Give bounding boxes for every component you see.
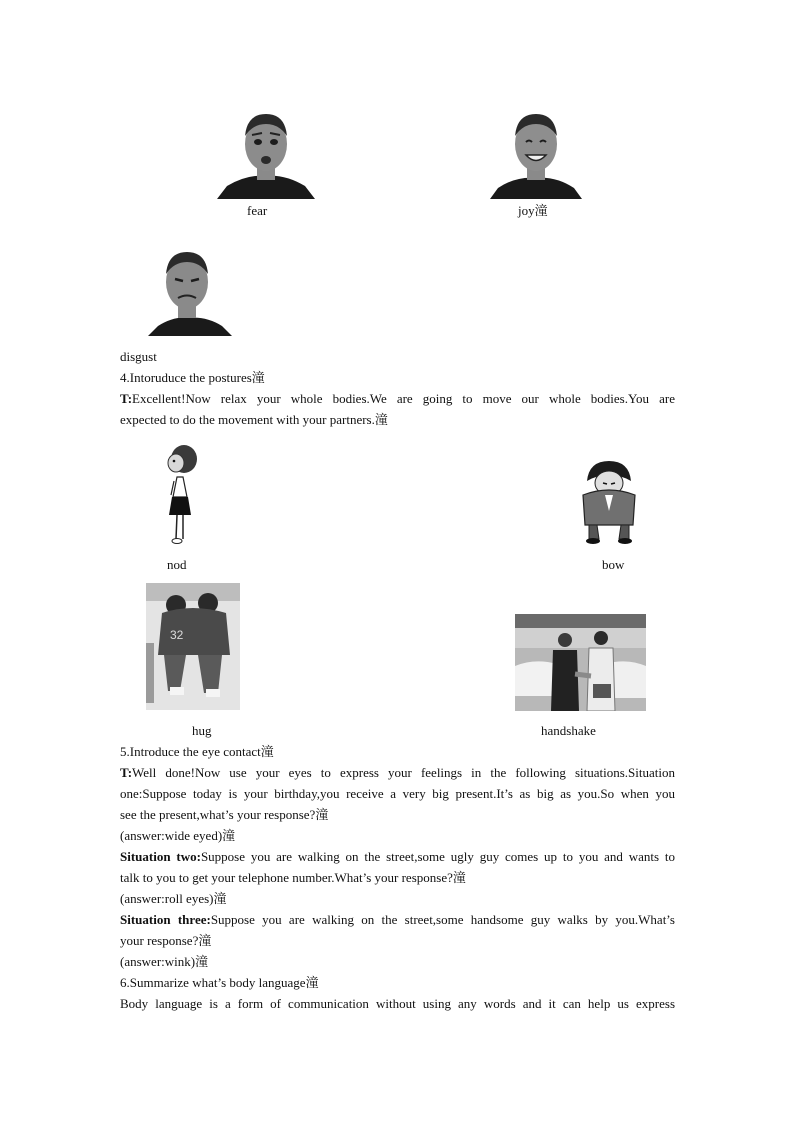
section5-text-line3: see the present,what’s your response?: [120, 807, 316, 822]
situation3-line1: [120, 909, 675, 930]
bow-label: bow: [602, 557, 625, 572]
mark-glyph: 潼: [374, 412, 388, 427]
mark-glyph: 潼: [452, 870, 466, 885]
mark-glyph: 潼: [195, 954, 209, 969]
situation2-text-line2: talk to you to get your telephone number.What’s your response?: [120, 870, 453, 885]
nod-caption: [167, 557, 187, 573]
teacher-label: T:: [120, 391, 133, 406]
situation3-text-line2: your response?: [120, 933, 199, 948]
joy-face-photo: [490, 106, 582, 199]
section4-heading: [120, 367, 675, 388]
answer3: [120, 951, 675, 972]
section5-heading-text: 5.Introduce the eye contact: [120, 744, 261, 759]
fear-face-photo: [217, 106, 315, 199]
disgust-caption: [120, 349, 157, 365]
answer1: [120, 825, 675, 846]
teacher-label: T:: [120, 765, 133, 780]
situation3-label: Situation three:: [120, 912, 211, 927]
situation2-line1: [120, 846, 675, 867]
hug-caption: [192, 723, 212, 739]
situation3-text-line1: Suppose you are walking on the street,some handsome guy walks by you.What’s: [210, 912, 675, 927]
mark-glyph: 潼: [213, 891, 227, 906]
bow-cartoon: [577, 459, 641, 545]
section6-line1: [120, 993, 675, 1014]
answer3-text: (answer:wink): [120, 954, 196, 969]
section4-line1: [120, 388, 675, 409]
section5-text-line2: one:Suppose today is your birthday,you receive a very big present.It’s as big as you.So when you: [120, 786, 675, 801]
handshake-label: handshake: [541, 723, 596, 738]
section5-text-line1: Well done!Now use your eyes to express your feelings in the following situations.Situation: [132, 765, 675, 780]
section5-line1: [120, 762, 675, 783]
situation2-label: Situation two:: [120, 849, 201, 864]
section4-line2: [120, 409, 675, 430]
section5-heading: [120, 741, 675, 762]
section5-line2: [120, 783, 675, 804]
nod-cartoon: [160, 443, 200, 545]
section4-text-line2: expected to do the movement with your partners.: [120, 412, 375, 427]
situation3-line2: [120, 930, 675, 951]
situation2-line2: [120, 867, 675, 888]
joy-label: joy: [518, 203, 535, 218]
fear-caption: [247, 203, 267, 219]
disgust-label: disgust: [120, 349, 157, 364]
mark-glyph: 潼: [222, 828, 236, 843]
mark-glyph: 潼: [534, 203, 548, 218]
situation2-text-line1: Suppose you are walking on the street,some ugly guy comes up to you and wants to: [200, 849, 675, 864]
section5-line3: [120, 804, 675, 825]
section6-heading-text: 6.Summarize what’s body language: [120, 975, 306, 990]
hug-label: hug: [192, 723, 212, 738]
section4-heading-text: 4.Intoruduce the postures: [120, 370, 252, 385]
fear-label: fear: [247, 203, 268, 218]
handshake-photo: [515, 614, 646, 711]
mark-glyph: 潼: [198, 933, 212, 948]
nod-label: nod: [167, 557, 187, 572]
disgust-face-photo: [140, 244, 232, 336]
joy-caption: [518, 203, 548, 219]
mark-glyph: 潼: [315, 807, 329, 822]
answer1-text: (answer:wide eyed): [120, 828, 223, 843]
mark-glyph: 潼: [305, 975, 319, 990]
answer2-text: (answer:roll eyes): [120, 891, 214, 906]
mark-glyph: 潼: [251, 370, 265, 385]
hug-photo: [146, 583, 240, 710]
bow-caption: [602, 557, 624, 573]
answer2: [120, 888, 675, 909]
handshake-caption: [541, 723, 596, 739]
section6-text-line1: Body language is a form of communication without using any words and it can help us express: [120, 996, 675, 1011]
mark-glyph: 潼: [260, 744, 274, 759]
svg-text:32: 32: [170, 628, 184, 642]
section4-text-line1: Excellent!Now relax your whole bodies.We are going to move our whole bodies.You are: [132, 391, 675, 406]
section6-heading: [120, 972, 675, 993]
